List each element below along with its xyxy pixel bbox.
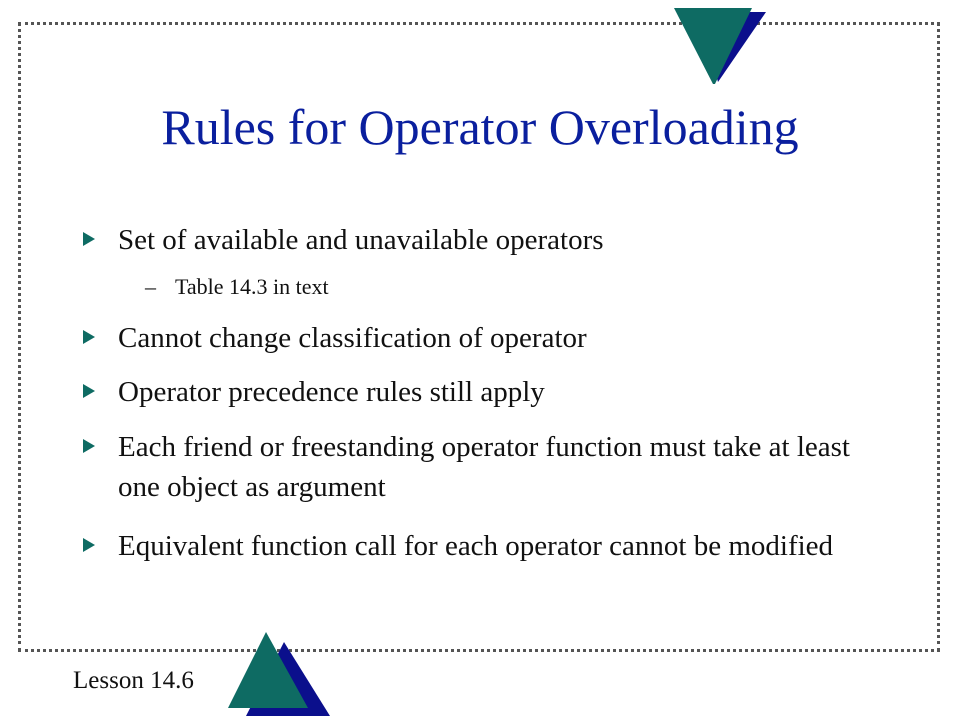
triangle-bullet-icon <box>82 439 96 453</box>
bullet-text: Equivalent function call for each operator cannot be modified <box>118 530 834 562</box>
sub-bullet-text: Table 14.3 in text <box>175 274 329 299</box>
triangle-bullet-icon <box>82 538 96 552</box>
triangle-bullet-icon <box>82 384 96 398</box>
slide-title: Rules for Operator Overloading <box>161 99 799 155</box>
bullet-text: Operator precedence rules still apply <box>118 376 545 408</box>
sub-bullet-item <box>145 272 745 302</box>
bullet-text: Each friend or freestanding operator function must take at least one object as argument <box>118 431 850 503</box>
sub-bullet-dash: – <box>145 274 156 299</box>
triangle-bullet-icon <box>82 232 96 246</box>
bullet-text: Set of available and unavailable operators <box>118 224 604 256</box>
lesson-label: Lesson 14.6 <box>73 667 194 694</box>
bullet-text: Cannot change classification of operator <box>118 322 587 354</box>
triangle-bullet-icon <box>82 330 96 344</box>
up-triangles-icon <box>228 632 332 716</box>
